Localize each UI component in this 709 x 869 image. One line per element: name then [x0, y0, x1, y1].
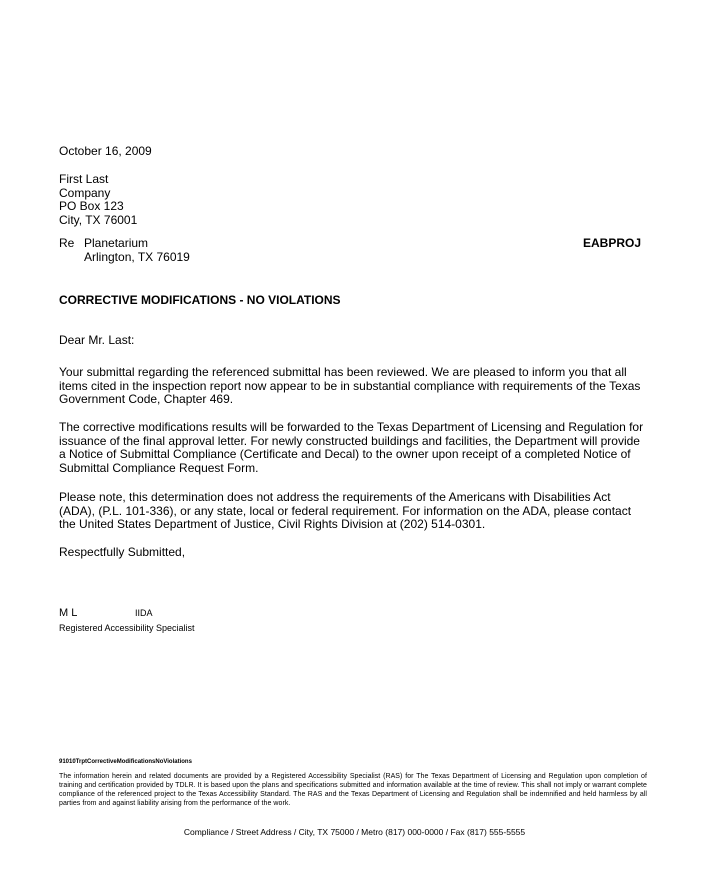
body-paragraph: Please note, this determination does not address the requirements of the Americans with Disabilities Act (ADA), (P.L. 101-336), or any state, local or federal requirement. For information on the ADA, please contact the United States Department of Justice, Civil Rights Division at (202) 514-0301.	[59, 490, 632, 531]
footer-contact: Compliance / Street Address / City, TX 75000 / Metro (817) 000-0000 / Fax (817) 555-5555	[183, 827, 526, 837]
disclaimer: The information herein and related documents are provided by a Registered Accessibility Specialist (RAS) for The Texas Department of Licensing and Regulation upon completion of training and certification provided by TDLR. It is based upon the plans and specifications submitted and information available at the time of review. This shall not imply or warrant complete compliance of the referenced project to the Texas Accessibility Standard. The RAS and the Texas Department of Licensing and Regulation shall be indemnified and held harmless by all parties from and against liability arising from the performance of the work.	[59, 773, 647, 807]
signature-line	[59, 607, 153, 619]
letter-date: October 16, 2009	[59, 144, 152, 158]
signer-credential: IIDA	[135, 608, 153, 618]
signer-name: M L	[59, 607, 78, 619]
recipient-city: City, TX 76001	[59, 212, 138, 227]
letter-heading: CORRECTIVE MODIFICATIONS - NO VIOLATIONS	[59, 293, 341, 307]
body-paragraph: Your submittal regarding the referenced submittal has been reviewed. We are pleased to inform you that all items cited in the inspection report now appear to be in substantial compliance with requirements of the Texas Government Code, Chapter 469.	[59, 365, 641, 406]
file-reference: 91010TrptCorrectiveModificationsNoViolations	[59, 759, 192, 765]
re-label: Re	[59, 236, 75, 250]
re-project: Planetarium	[84, 236, 149, 250]
body-paragraph: The corrective modifications results will be forwarded to the Texas Department of Licensing and Regulation for issuance of the final approval letter. For newly constructed buildings and facilities, the Department will provide a Notice of Submittal Compliance (Certificate and Decal) to the owner upon receipt of a completed Notice of Submittal Compliance Request Form.	[59, 420, 644, 475]
recipient-company: Company	[59, 185, 111, 200]
recipient-name: First Last	[59, 172, 109, 186]
signer-title: Registered Accessibility Specialist	[59, 623, 195, 633]
re-location: Arlington, TX 76019	[84, 249, 190, 264]
salutation: Dear Mr. Last:	[59, 333, 135, 347]
closing: Respectfully Submitted,	[59, 545, 186, 559]
recipient-street: PO Box 123	[59, 199, 124, 213]
project-code: EABPROJ	[582, 236, 641, 250]
recipient-address	[59, 173, 137, 227]
